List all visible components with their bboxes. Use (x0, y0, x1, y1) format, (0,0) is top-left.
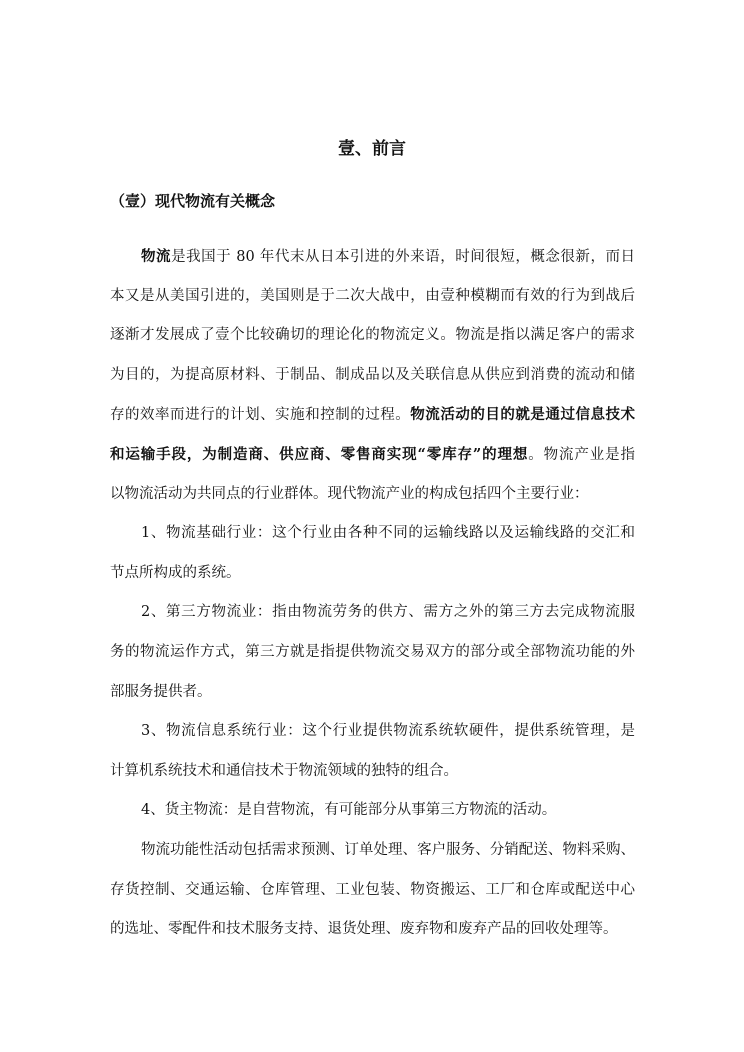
bold-text: 物流 (141, 248, 172, 265)
text: 逐渐才发展成了壹个比较确切的理论化的物流定义。物流是指以满足客户的需求 (110, 327, 635, 344)
text-line (110, 237, 635, 277)
text-line (110, 395, 635, 435)
document-body (110, 237, 635, 950)
text-line (110, 831, 635, 871)
bold-text: 物流活动的目的就是通过信息技术 (410, 406, 635, 424)
text: 以物流活动为共同点的行业群体。现代物流产业的构成包括四个主要行业： (110, 485, 589, 502)
section-heading: （壹）现代物流有关概念 (110, 192, 276, 210)
paragraph (110, 593, 635, 712)
text-line (110, 277, 635, 317)
text: 存货控制、交通运输、仓库管理、工业包装、物资搬运、工厂和仓库或配送中心 (110, 881, 635, 898)
text: 物流功能性活动包括需求预测、订单处理、客户服务、分销配送、物料采购、 (141, 841, 635, 858)
text: 是我国于 80 年代末从日本引进的外来语，时间很短，概念很新，而日 (171, 249, 635, 265)
text: 3、物流信息系统行业：这个行业提供物流系统软硬件，提供系统管理，是 (141, 723, 635, 740)
text-line (110, 752, 635, 792)
text-line (110, 871, 635, 911)
text-line (110, 475, 635, 515)
bold-text: 和运输手段，为制造商、供应商、零售商实现“零库存”的理想 (110, 445, 529, 463)
text-line (110, 633, 635, 673)
paragraph (110, 514, 635, 593)
text: 2、第三方物流业：指由物流劳务的供方、需方之外的第三方去完成物流服 (141, 604, 635, 621)
text-line (110, 554, 635, 594)
text-line (110, 316, 635, 356)
text-line (110, 514, 635, 554)
paragraph (110, 712, 635, 791)
text: 为目的，为提高原材料、于制品、制成品以及关联信息从供应到消费的流动和储 (110, 366, 635, 383)
text: 4、货主物流：是自营物流，有可能部分从事第三方物流的活动。 (141, 802, 557, 819)
text-line (110, 593, 635, 633)
page-title: 壹、前言 (338, 139, 406, 159)
text-line (110, 673, 635, 713)
paragraph (110, 791, 635, 831)
text-line (110, 356, 635, 396)
text-line (110, 712, 635, 752)
text: 务的物流运作方式，第三方就是指提供物流交易双方的部分或全部物流功能的外 (110, 643, 635, 660)
text: 1、物流基础行业：这个行业由各种不同的运输线路以及运输线路的交汇和 (141, 525, 635, 542)
paragraph (110, 237, 635, 514)
text: 计算机系统技术和通信技术于物流领域的独特的组合。 (110, 762, 458, 779)
text-line (110, 435, 635, 475)
paragraph (110, 831, 635, 950)
text: 节点所构成的系统。 (110, 564, 241, 581)
text-line (110, 791, 635, 831)
text: 存的效率而进行的计划、实施和控制的过程。 (110, 407, 411, 424)
text-line (110, 910, 635, 950)
text: 的选址、零配件和技术服务支持、退货处理、废弃物和废弃产品的回收处理等。 (110, 921, 618, 938)
text: 。物流产业是指 (528, 446, 635, 463)
text: 部服务提供者。 (110, 683, 212, 700)
text: 本又是从美国引进的，美国则是于二次大战中，由壹种模糊而有效的行为到战后 (110, 287, 635, 304)
